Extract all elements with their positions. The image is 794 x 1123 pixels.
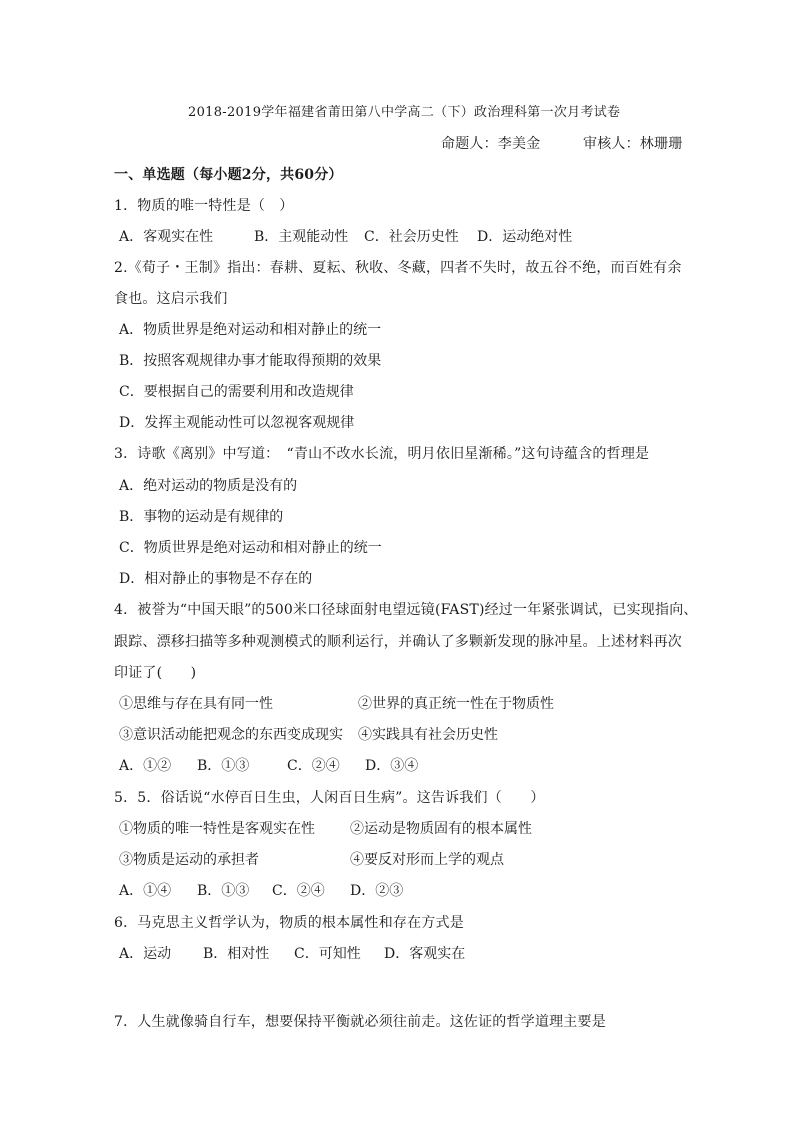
question-4-statement-1: ①思维与存在具有同一性	[119, 696, 273, 712]
question-5-option-b: B．①③	[197, 883, 250, 899]
question-4-stem-line-2: 跟踪、漂移扫描等多种观测模式的顺利运行，并确认了多颗新发现的脉冲星。上述材料再次	[114, 634, 682, 650]
question-6-option-c: C．可知性	[294, 946, 361, 962]
question-2-stem-line-2: 食也。这启示我们	[114, 291, 228, 307]
question-4-statement-3: ③意识活动能把观念的东西变成现实	[119, 727, 343, 743]
question-5-option-a: A．①④	[119, 883, 172, 899]
question-7-stem: 7．人生就像骑自行车，想要保持平衡就必须往前走。这佐证的哲学道理主要是	[114, 1014, 606, 1030]
question-4-stem-line-3: 印证了( )	[114, 665, 197, 681]
question-1-option-a: A．客观实在性	[119, 229, 214, 245]
question-2-option-c: C．要根据自己的需要利用和改造规律	[119, 384, 354, 400]
question-4-option-c: C．②④	[287, 758, 340, 774]
question-5-statement-4: ④要反对形而上学的观点	[350, 852, 504, 868]
question-3-option-a: A．绝对运动的物质是没有的	[119, 478, 298, 494]
question-6-option-a: A．运动	[119, 946, 172, 962]
reviewer-label: 审核人：林珊珊	[583, 136, 683, 152]
question-1-stem: 1．物质的唯一特性是（ ）	[114, 198, 294, 214]
question-2-stem-line-1: 2.《荀子・王制》指出：春耕、夏耘、秋收、冬藏，四者不失时，故五谷不绝，而百姓有余	[114, 260, 682, 276]
exam-title: 2018-2019学年福建省莆田第八中学高二（下）政治理科第一次月考试卷	[188, 105, 621, 120]
question-4-statement-2: ②世界的真正统一性在于物质性	[358, 696, 554, 712]
question-5-option-c: C．②④	[272, 883, 325, 899]
question-2-option-b: B．按照客观规律办事才能取得预期的效果	[119, 353, 382, 369]
question-1-option-b: B．主观能动性	[254, 229, 349, 245]
question-2-option-d: D．发挥主观能动性可以忽视客观规律	[119, 415, 355, 431]
question-5-statement-1: ①物质的唯一特性是客观实在性	[119, 821, 315, 837]
question-1-option-d: D．运动绝对性	[477, 229, 573, 245]
question-1-option-c: C．社会历史性	[364, 229, 459, 245]
question-3-option-c: C．物质世界是绝对运动和相对静止的统一	[119, 540, 382, 556]
question-6-option-d: D．客观实在	[384, 946, 466, 962]
question-3-stem: 3．诗歌《离别》中写道： “青山不改水长流，明月依旧星渐稀。”这句诗蕴含的哲理是	[114, 446, 650, 462]
question-4-option-b: B．①③	[197, 758, 250, 774]
question-5-option-d: D．②③	[350, 883, 404, 899]
question-4-stem-line-1: 4．被誉为“中国天眼”的500米口径球面射电望远镜(FAST)经过一年紧张调试，已实现指向、	[114, 602, 698, 618]
question-3-option-d: D．相对静止的事物是不存在的	[119, 571, 313, 587]
question-5-statement-3: ③物质是运动的承担者	[119, 852, 259, 868]
question-5-stem: 5．5．俗话说“水停百日生虫，人闲百日生病”。这告诉我们（ ）	[114, 790, 545, 806]
question-6-stem: 6．马克思主义哲学认为，物质的根本属性和存在方式是	[114, 915, 464, 931]
question-2-option-a: A．物质世界是绝对运动和相对静止的统一	[119, 322, 382, 338]
question-4-option-d: D．③④	[365, 758, 419, 774]
section-heading: 一、单选题（每小题2分，共60分）	[114, 167, 343, 183]
question-5-statement-2: ②运动是物质固有的根本属性	[350, 821, 532, 837]
question-4-statement-4: ④实践具有社会历史性	[358, 727, 498, 743]
question-6-option-b: B．相对性	[203, 946, 270, 962]
author-label: 命题人：李美金	[441, 136, 541, 152]
question-4-option-a: A．①②	[119, 758, 172, 774]
question-3-option-b: B．事物的运动是有规律的	[119, 509, 284, 525]
